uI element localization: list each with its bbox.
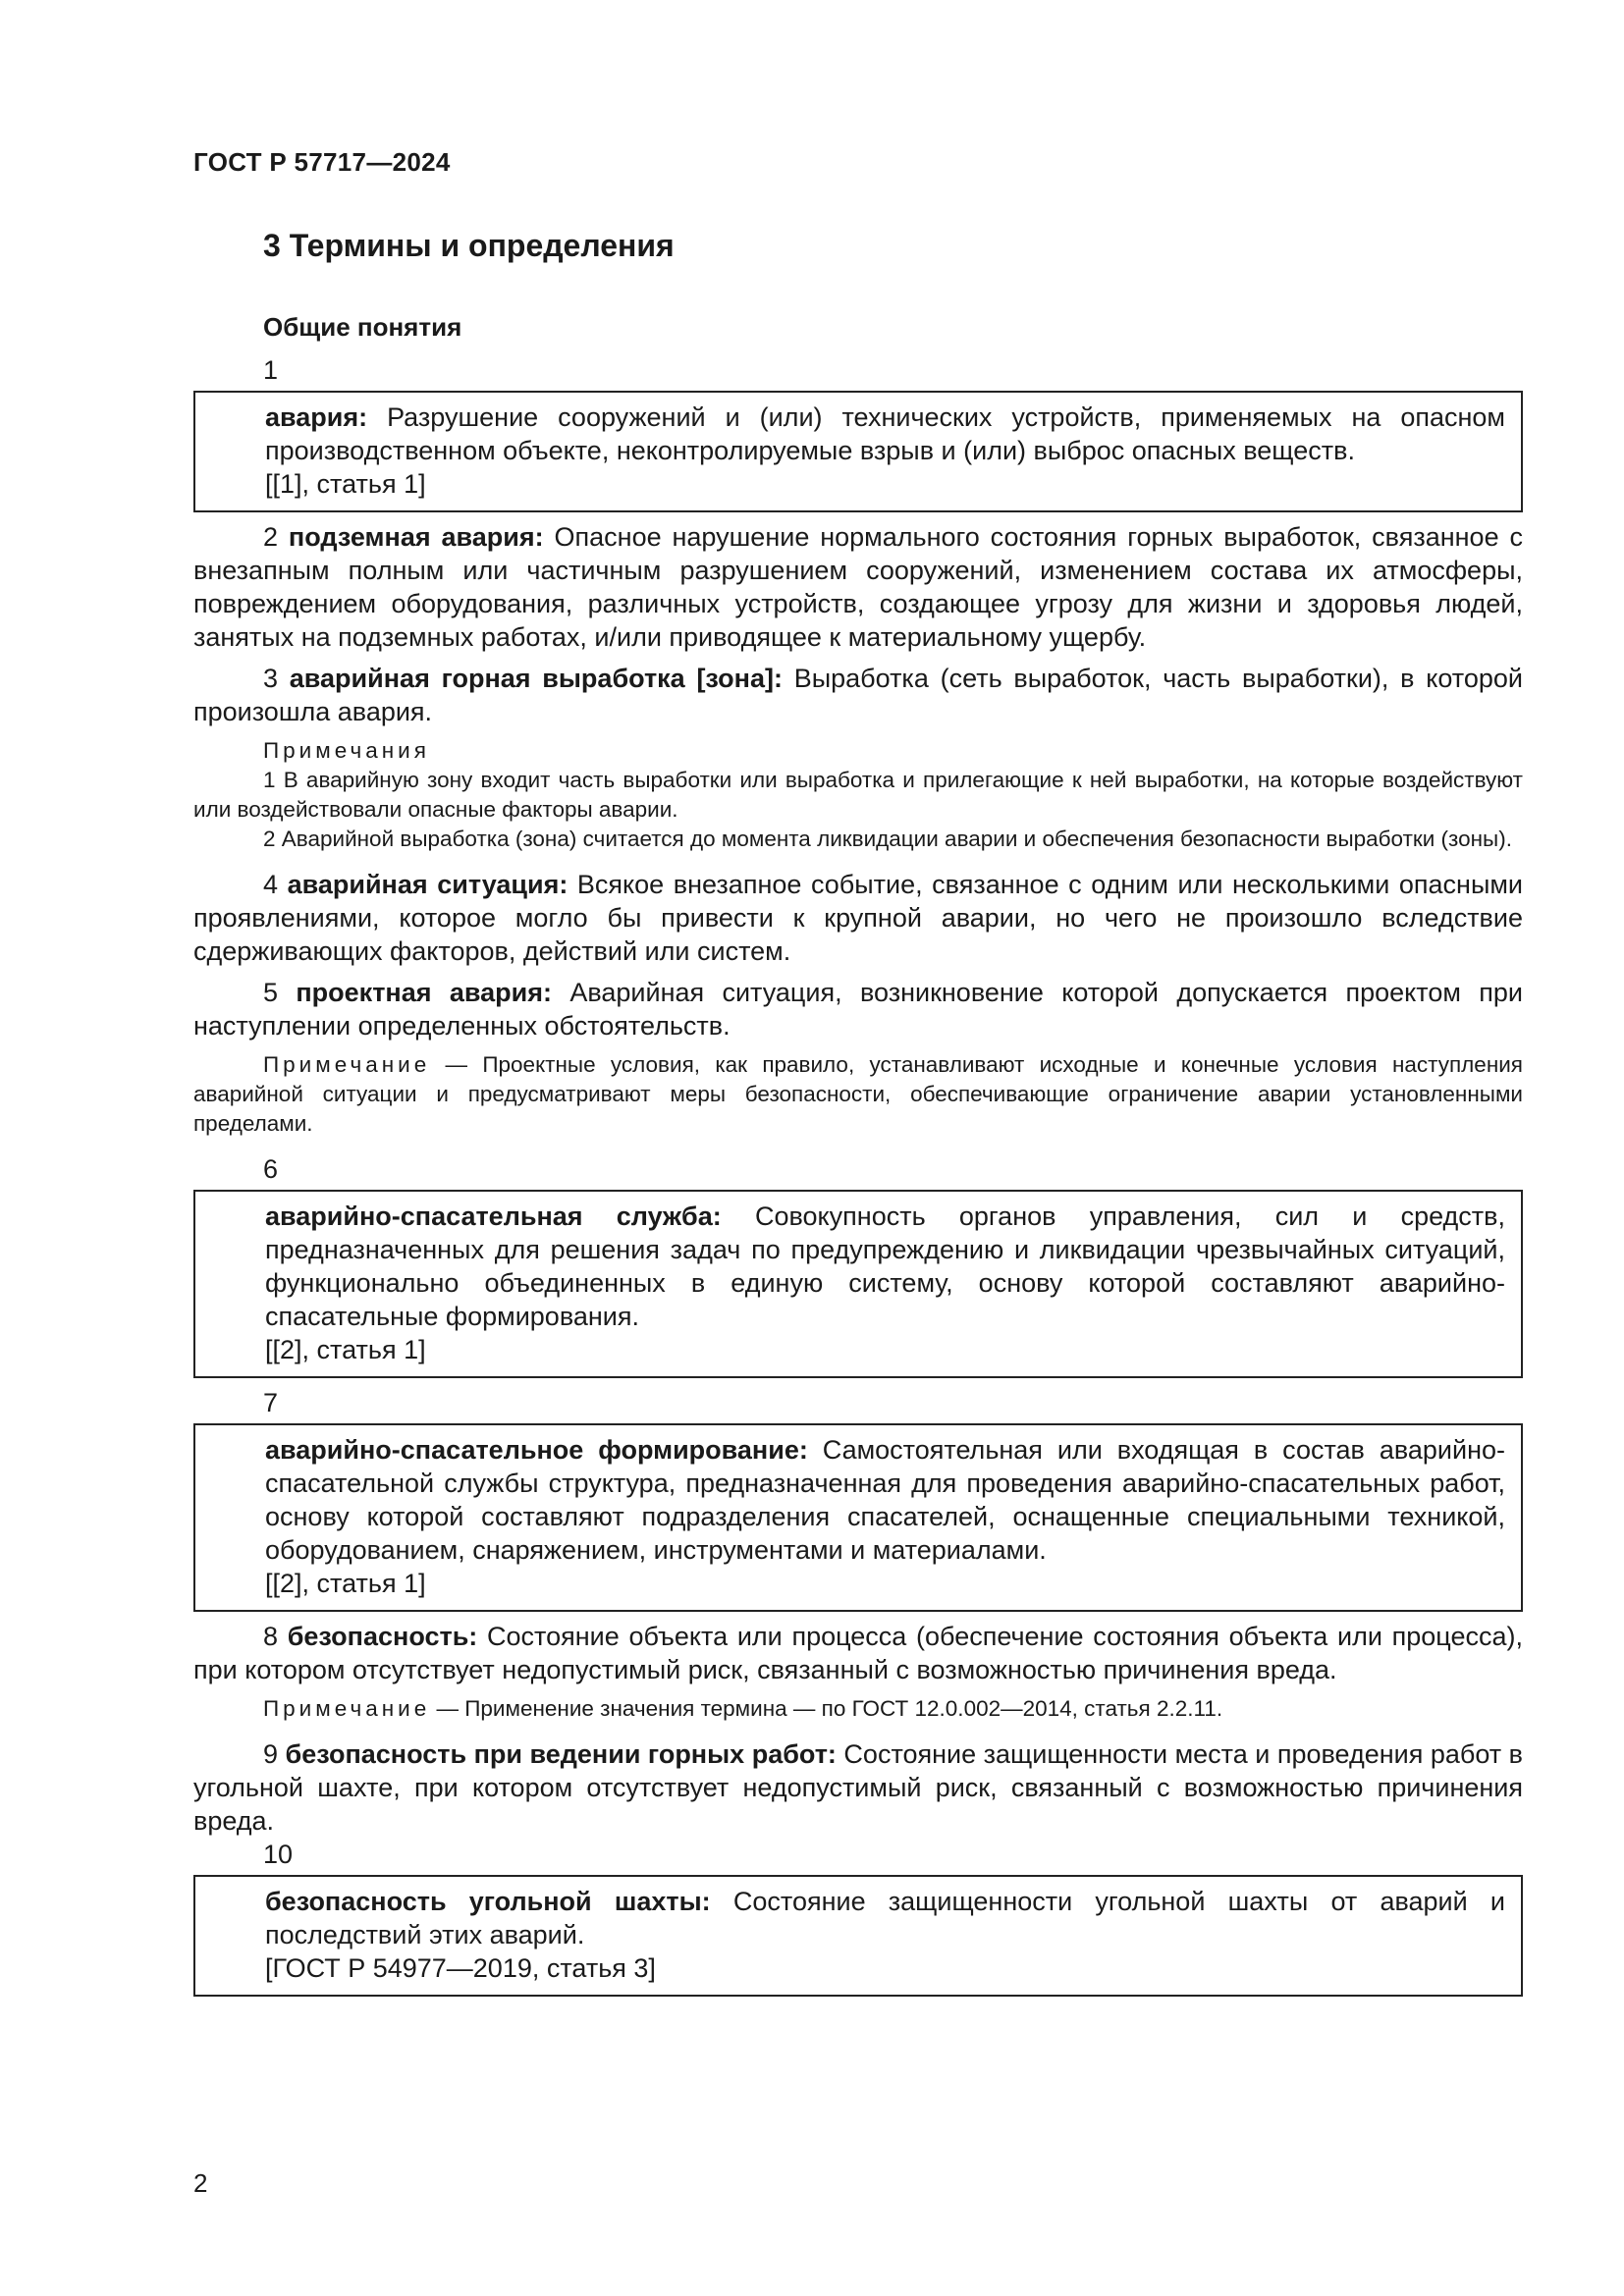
section-title: 3 Термины и определения <box>263 228 675 263</box>
entry-number: 7 <box>263 1388 279 1417</box>
definition-6: аварийно-спасательная служба: Совокупность органов управления, сил и средств, предназначенных для решения задач по предупреждению и ликвидации чрезвычайных ситуаций, функционально объединенных в единую систему, основу которой составляют аварийно-спасательные формирования. <box>265 1201 1505 1331</box>
note-8: Примечание — Применение значения термина — по ГОСТ 12.0.002—2014, статья 2.2.11. <box>263 1696 1223 1721</box>
entry-number: 1 <box>263 355 279 385</box>
entry-number: 6 <box>263 1154 279 1184</box>
definition-7: аварийно-спасательное формирование: Самостоятельная или входящая в состав аварийно-спасательной службы структура, предназначенная для проведения аварийно-спасательных работ, основу которой составляют подразделения спасателей, оснащенные специальными техникой, оборудованием, снаряжением, инструментами и материалами. <box>265 1435 1505 1565</box>
note-3-2: 2 Аварийной выработка (зона) считается до момента ликвидации аварии и обеспечения безопасности выработки (зоны). <box>263 827 1512 851</box>
reference-6: [[2], статья 1] <box>265 1335 426 1364</box>
reference-1: [[1], статья 1] <box>265 469 426 499</box>
term-box-7 <box>193 1423 1523 1612</box>
term-2: подземная авария: <box>288 522 544 552</box>
entry-number: 10 <box>263 1840 294 1869</box>
terms-list <box>193 353 1523 2004</box>
definition-1: авария: Разрушение сооружений и (или) технических устройств, применяемых на опасном производственном объекте, неконтролируемые взрыв и (или) выброс опасных веществ. <box>265 402 1505 465</box>
term-1: авария: <box>265 402 368 432</box>
term-box-10 <box>193 1875 1523 1997</box>
page-number: 2 <box>193 2168 208 2198</box>
subsection-heading: Общие понятия <box>263 312 462 342</box>
definition-10: безопасность угольной шахты: Состояние защищенности угольной шахты от аварий и последствий этих аварий. <box>265 1887 1505 1949</box>
definition-5: 5 проектная авария: Аварийная ситуация, возникновение которой допускается проектом при наступлении определенных обстоятельств. <box>193 978 1523 1041</box>
document-code: ГОСТ Р 57717—2024 <box>193 147 451 177</box>
term-3: аварийная горная выработка [зона]: <box>289 664 783 693</box>
term-7: аварийно-спасательное формирование: <box>265 1435 808 1465</box>
notes-heading: Примечания <box>263 738 430 763</box>
note-label: Примечание <box>263 1052 431 1077</box>
definition-4: 4 аварийная ситуация: Всякое внезапное событие, связанное с одним или несколькими опасными проявлениями, которое могло бы привести к крупной аварии, но чего не произошло вследствие сдерживающих факторов, действий или систем. <box>193 870 1524 966</box>
definition-2: 2 подземная авария: Опасное нарушение нормального состояния горных выработок, связанное с внезапным полным или частичным разрушением сооружений, изменением состава их атмосферы, повреждением оборудования, различных устройств, создающее угрозу для жизни и здоровья людей, занятых на подземных работах, и/или приводящее к материальному ущербу. <box>193 522 1523 652</box>
term-8: безопасность: <box>287 1622 478 1651</box>
note-3-1: 1 В аварийную зону входит часть выработки или выработка и прилегающие к ней выработки, на которые воздействуют или воздействовали опасные факторы аварии. <box>193 768 1523 822</box>
reference-7: [[2], статья 1] <box>265 1569 426 1598</box>
reference-10: [ГОСТ Р 54977—2019, статья 3] <box>265 1953 656 1983</box>
term-box-6 <box>193 1190 1523 1378</box>
term-6: аварийно-спасательная служба: <box>265 1201 722 1231</box>
note-5: Примечание — Проектные условия, как правило, устанавливают исходные и конечные условия наступления аварийной ситуации и предусматривают меры безопасности, обеспечивающие ограничение аварии установленными пределами. <box>193 1052 1523 1136</box>
term-9: безопасность при ведении горных работ: <box>285 1739 837 1769</box>
term-5: проектная авария: <box>296 978 552 1007</box>
note-label: Примечание <box>263 1696 431 1721</box>
term-4: аварийная ситуация: <box>287 870 568 899</box>
notes-3 <box>193 736 1523 854</box>
definition-9: 9 безопасность при ведении горных работ: Состояние защищенности места и проведения работ в угольной шахте, при котором отсутствует недопустимый риск, связанный с возможностью причинения вреда. <box>193 1739 1523 1836</box>
term-10: безопасность угольной шахты: <box>265 1887 711 1916</box>
definition-3: 3 аварийная горная выработка [зона]: Выработка (сеть выработок, часть выработки), в которой произошла авария. <box>193 664 1523 726</box>
definition-8: 8 безопасность: Состояние объекта или процесса (обеспечение состояния объекта или процесса), при котором отсутствует недопустимый риск, связанный с возможностью причинения вреда. <box>193 1622 1523 1684</box>
term-box-1 <box>193 391 1523 512</box>
